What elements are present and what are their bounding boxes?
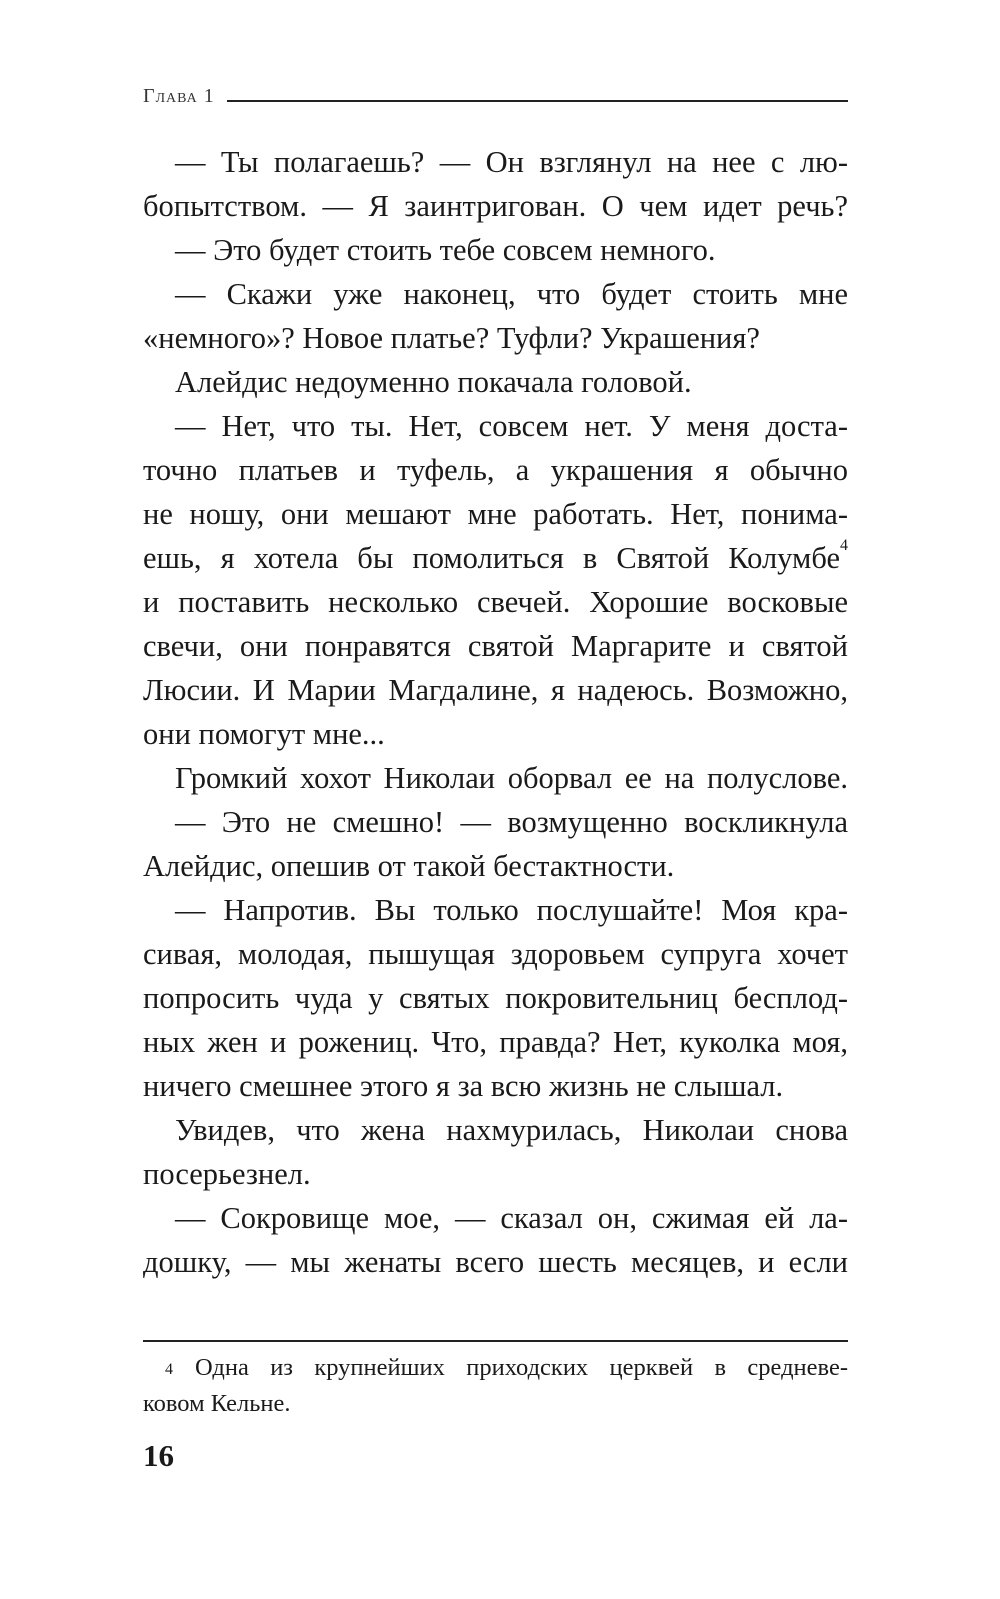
text-line: не ношу, они мешают мне работать. Нет, понима-	[143, 497, 848, 531]
page-number: 16	[143, 1438, 174, 1473]
text-line: бопытством. — Я заинтригован. О чем идет речь?	[143, 189, 848, 223]
text-line-content: ешь, я хотела бы помолиться в Святой Колумбе	[143, 541, 840, 575]
chapter-title: Глава 1	[143, 85, 215, 107]
text-line: ничего смешнее этого я за всю жизнь не слышал.	[143, 1069, 784, 1103]
footnote-line	[143, 1350, 848, 1386]
text-line: — Это не смешно! — возмущенно воскликнула	[175, 805, 848, 839]
text-line: свечи, они понравятся святой Маргарите и святой	[143, 629, 848, 663]
text-line: сивая, молодая, пышущая здоровьем супруга хочет	[143, 937, 848, 971]
text-line: Громкий хохот Николаи оборвал ее на полуслове.	[175, 761, 848, 795]
text-line: и поставить несколько свечей. Хорошие восковые	[143, 585, 848, 619]
footnote-number: 4	[165, 1361, 173, 1378]
text-line: Люсии. И Марии Магдалине, я надеюсь. Возможно,	[143, 673, 848, 707]
footnote-reference[interactable]: 4	[840, 537, 848, 554]
text-line: они помогут мне...	[143, 717, 385, 751]
text-line: — Скажи уже наконец, что будет стоить мне	[175, 277, 848, 311]
text-line: — Ты полагаешь? — Он взглянул на нее с лю-	[175, 145, 848, 179]
text-line: Алейдис недоуменно покачала головой.	[175, 365, 692, 399]
text-line: — Нет, что ты. Нет, совсем нет. У меня доста-	[175, 409, 848, 443]
footnotes	[143, 1350, 848, 1422]
running-head	[143, 80, 848, 110]
footnote-line: ковом Кельне.	[143, 1390, 291, 1417]
text-line: — Напротив. Вы только послушайте! Моя кра-	[175, 893, 848, 927]
text-line: ных жен и рожениц. Что, правда? Нет, куколка моя,	[143, 1025, 848, 1059]
footnote-text: Одна из крупнейших приходских церквей в средневе-	[195, 1354, 848, 1381]
text-line: дошку, — мы женаты всего шесть месяцев, и если	[143, 1245, 848, 1279]
header-rule	[227, 100, 848, 102]
text-line: попросить чуда у святых покровительниц бесплод-	[143, 981, 848, 1015]
footnote-rule	[143, 1340, 848, 1342]
text-line-with-footnote	[143, 536, 848, 580]
text-line: Увидев, что жена нахмурилась, Николаи снова	[175, 1113, 848, 1147]
text-line: — Сокровище мое, — сказал он, сжимая ей ла-	[175, 1201, 848, 1235]
body-text	[143, 140, 848, 1284]
text-line: точно платьев и туфель, а украшения я обычно	[143, 453, 848, 487]
text-line: «немного»? Новое платье? Туфли? Украшения?	[143, 321, 760, 355]
text-line: — Это будет стоить тебе совсем немного.	[175, 233, 716, 267]
text-line: посерьезнел.	[143, 1157, 311, 1191]
text-line: Алейдис, опешив от такой бестактности.	[143, 849, 675, 883]
